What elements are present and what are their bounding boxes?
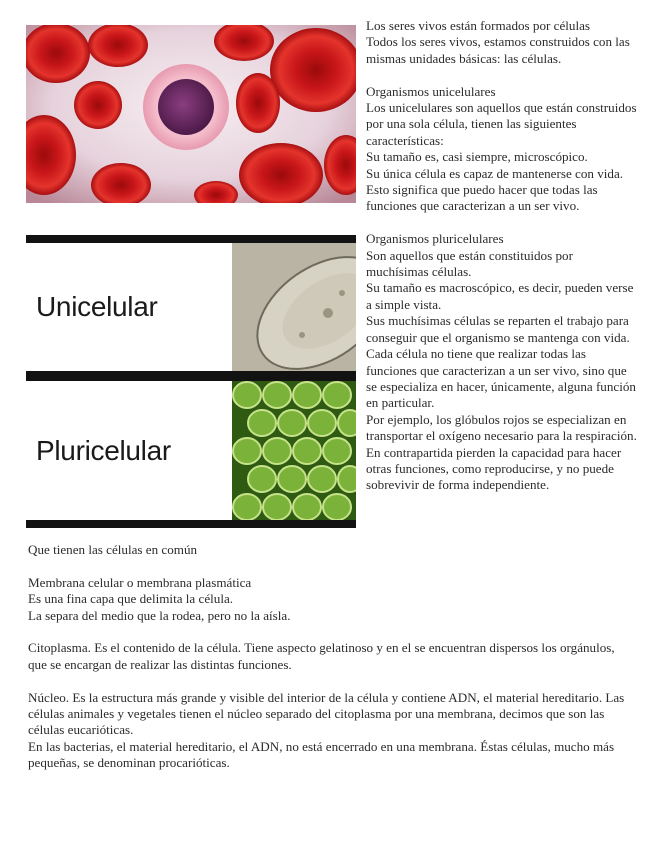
white-blood-cell-nucleus — [158, 79, 214, 135]
membrane-title: Membrana celular o membrana plasmática — [28, 574, 252, 590]
black-band — [26, 371, 356, 381]
membrane-line1: Es una fina capa que delimita la célula. — [28, 591, 234, 607]
pluricellular-work: Sus muchísimas células se reparten el trabajo para conseguir que el organismo se mantenga con vida. Cada célula no tiene que realizar todas las funciones que caracterizan a un ser vivo, sino que se especializa en hacer, únicamente, alguna función en particular. — [366, 313, 636, 411]
pluricellular-size: Su tamaño es macroscópico, es decir, pueden verse a simple vista. — [366, 280, 634, 312]
nucleus-paragraph: Núcleo. Es la estructura más grande y visible del interior de la célula y contiene ADN, el material hereditario. Las células animales y vegetales tienen el núcleo separado del citoplasma por una membrana, decimos que son las células eucarióticas. — [28, 689, 625, 738]
unicellular-life: Su única célula es capaz de mantenerse con vida. Esto significa que puedo hacer que todas las funciones que caracterizan a un ser vivo. — [366, 165, 624, 214]
unicellular-text: Los unicelulares son aquellos que están construidos por una sola célula, tienen las siguientes características: — [366, 100, 637, 148]
common-features-section — [28, 542, 634, 772]
membrane-line2: La separa del medio que la rodea, pero no la aísla. — [28, 607, 291, 623]
common-heading: Que tienen las células en común — [28, 542, 198, 557]
micrograph-pluricellular — [232, 381, 356, 521]
micrograph-unicellular — [232, 243, 356, 371]
bacteria-paragraph: En las bacterias, el material hereditario, el ADN, no está encerrado en una membrana. Éstas células, mucho más pequeñas, se denominan procarióticas. — [28, 738, 615, 771]
unicellular-pluricellular-image — [26, 235, 356, 528]
pluricellular-label: Pluricelular — [36, 435, 171, 466]
intro-text: Todos los seres vivos, estamos construidos con las mismas unidades básicas: las células. — [366, 34, 630, 66]
blood-cells-illustration — [26, 25, 356, 203]
red-blood-cell — [88, 25, 148, 67]
red-blood-cell — [236, 73, 280, 133]
black-band — [26, 520, 356, 528]
pluricellular-example: Por ejemplo, los glóbulos rojos se especializan en transportar el oxígeno necesario para la respiración. En contrapartida pierden la capacidad para hacer otras funciones, como reproducirse, y no puede sobrevivir de forma independiente. — [366, 411, 637, 493]
pluricellular-text: Son aquellos que están constituidos por muchísimas células. — [366, 247, 573, 280]
unicellular-size: Su tamaño es, casi siempre, microscópico. — [366, 149, 588, 165]
red-blood-cell — [74, 81, 122, 129]
pluricellular-heading: Organismos pluricelulares — [366, 231, 504, 247]
blood-cells-image — [26, 25, 356, 203]
unicellular-heading: Organismos unicelulares — [366, 83, 496, 99]
intro-title: Los seres vivos están formados por células — [366, 18, 590, 33]
cytoplasm-paragraph: Citoplasma. Es el contenido de la célula. Tiene aspecto gelatinoso y en el se encuentran dispersos los orgánulos, que se encargan de realizar las distintas funciones. — [28, 640, 615, 672]
black-band — [26, 235, 356, 243]
right-text-column — [366, 18, 638, 494]
unicellular-label: Unicelular — [36, 291, 158, 322]
